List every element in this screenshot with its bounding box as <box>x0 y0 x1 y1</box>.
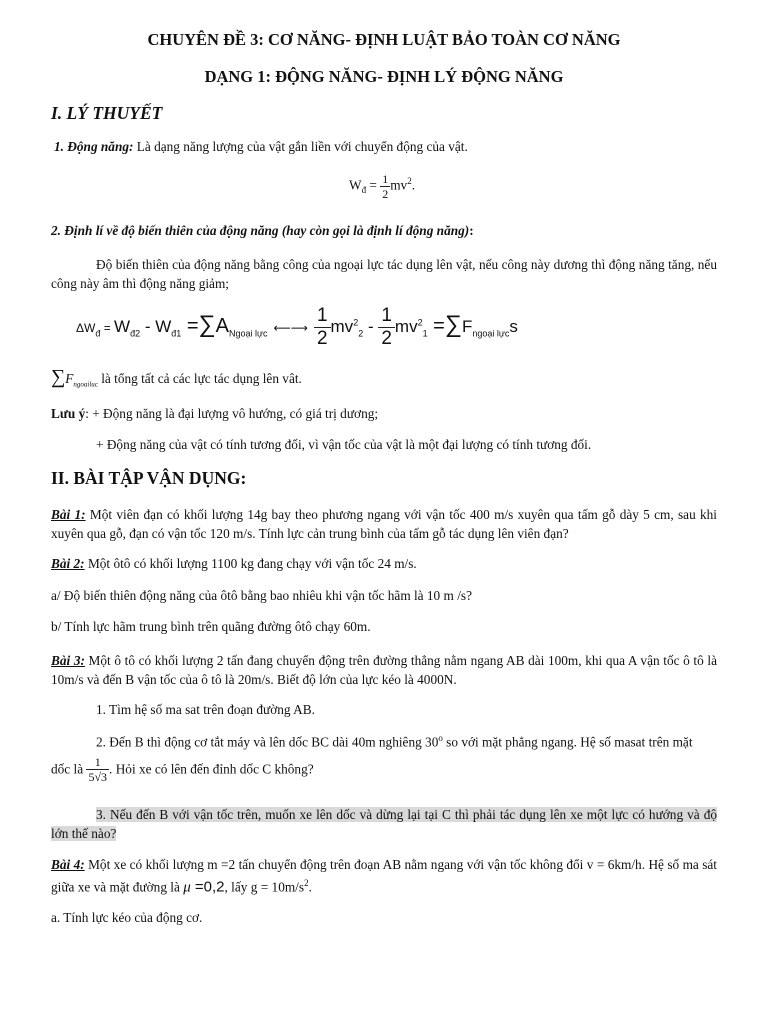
definition-line <box>54 139 468 155</box>
kinetic-energy-formula: $W_đ$ = $\frac{1}{2}$ $mv^2$. <box>349 172 416 201</box>
exercise-3: Bài 3: Một ô tô có khối lượng 2 tấn đang chuyển động trên đường thẳng nằm ngang AB dài 100m, khi qua A vận tốc ô tô là 10m/s và đến B vận tốc của ô tô là 20m/s. Biết độ lớn của lực kéo là 4000N. <box>51 653 717 687</box>
exercise-3-part1: 1. Tìm hệ số ma sat trên đoạn đường AB. <box>96 702 315 717</box>
exercise-3-part2-cont: dốc là $\frac{1}{5√3}$ . Hỏi xe có lên đến đỉnh dốc C không? <box>51 755 314 784</box>
section-theory-heading: I. LÝ THUYẾT <box>51 103 163 123</box>
fraction-half: $\frac{1}{2}$ <box>382 172 389 201</box>
sum-forces-line: $\sum F_{ngoailuc}$ là tổng tất cả các lực tác dụng lên vât. <box>51 366 302 389</box>
theorem-text: Độ biến thiên của động năng bằng công của ngoại lực tác dụng lên vật, nếu công này dương thì động năng tăng, nếu công này âm thì động năng giảm; <box>51 257 717 291</box>
note-line-1: Lưu ý: + Động năng là đại lượng vô hướng, có giá trị dương; <box>51 406 379 421</box>
exercise-2: Bài 2: Một ôtô có khối lượng 1100 kg đang chạy với vận tốc 24 m/s. <box>51 556 417 571</box>
exercise-3-part3: 3. Nếu đến B với vận tốc trên, muốn xe lên dốc và dừng lại tại C thì phải tác dụng lên xe một lực có hướng và độ lớn thế nào? <box>51 807 717 841</box>
topic-title: DẠNG 1: ĐỘNG NĂNG- ĐỊNH LÝ ĐỘNG NĂNG <box>204 67 564 86</box>
note-line-2: + Động năng của vật có tính tương đối, vì vận tốc của vật là một đại lượng có tính tương đối. <box>96 437 592 452</box>
exercise-4: Bài 4: Một xe có khối lượng m =2 tấn chuyển động trên đoạn AB nằm ngang với vận tốc không đổi v = 6km/h. Hệ số ma sát giữa xe và mặt đường là μ =0,2, lấy $g = 10m/s^2$. <box>51 857 717 896</box>
chapter-title: CHUYÊN ĐỀ 3: CƠ NĂNG- ĐỊNH LUẬT BẢO TOÀN CƠ NĂNG <box>147 30 621 49</box>
exercise-3-part2: 2. Đến B thì động cơ tắt máy và lên dốc BC dài 40m nghiêng 30$^o$ so với mặt phẳng ngang. Hệ số masat trên mặt <box>96 733 693 750</box>
definition-text: Là dạng năng lượng của vật gắn liền với chuyển động của vật. <box>133 139 468 154</box>
definition-label: 1. Động năng: <box>54 139 134 154</box>
exercise-2a: a/ Độ biến thiên động năng của ôtô bằng bao nhiêu khi vận tốc hãm là 10 m /s? <box>51 588 472 603</box>
theorem-heading: 2. Định lí về độ biến thiên của động năng (hay còn gọi là định lí động năng): <box>51 223 474 238</box>
section-exercises-heading: II. BÀI TẬP VẬN DỤNG: <box>51 468 247 488</box>
exercise-1: Bài 1: Một viên đạn có khối lượng 14g bay theo phương ngang với vận tốc 400 m/s xuyên qua tấm gỗ dày 5 cm, sau khi xuyên qua gỗ, đạn có vận tốc 120 m/s. Tính lực cản trung bình của tấm gỗ tác dụng lên viên đạn? <box>51 507 717 541</box>
work-energy-equation: $\Delta W_đ = W_{đ2} - W_{đ1} =\sum A_{Ngoại lực}$ ⟵⟶ $\frac{1}{2}$ $mv^2_2$ - $\frac{1}{2}$ $mv^2_1 =\sum F_{ngoại lực}s$ <box>76 305 518 349</box>
exercise-2b: b/ Tính lực hãm trung bình trên quãng đường ôtô chạy 60m. <box>51 619 371 634</box>
exercise-4a: a. Tính lực kéo của động cơ. <box>51 910 203 925</box>
